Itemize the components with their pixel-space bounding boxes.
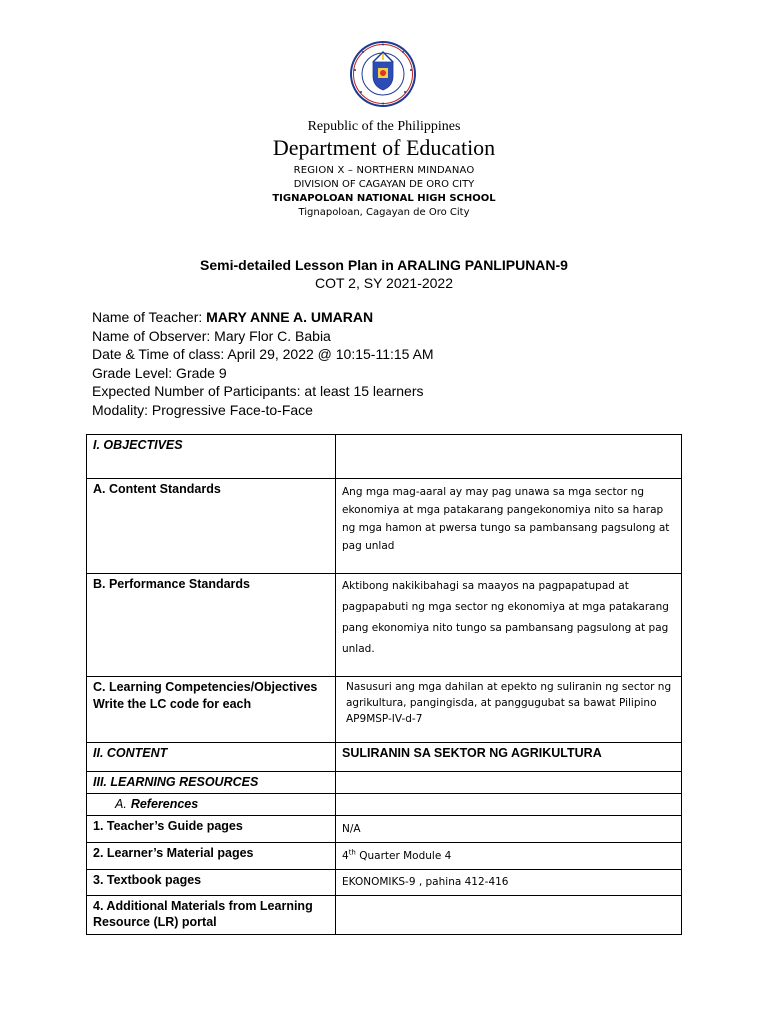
table-row bbox=[87, 743, 682, 772]
table-row bbox=[87, 794, 682, 816]
school-address: Tignapoloan, Cagayan de Oro City bbox=[298, 207, 470, 218]
objectives-value bbox=[336, 435, 682, 479]
lm-sup: th bbox=[348, 848, 356, 857]
teacher-name: MARY ANNE A. UMARAN bbox=[206, 309, 374, 325]
lesson-info bbox=[92, 308, 434, 420]
teachers-guide-label: 1. Teacher’s Guide pages bbox=[87, 816, 336, 843]
lesson-plan-table bbox=[86, 434, 682, 935]
grade-line: Grade Level: Grade 9 bbox=[92, 364, 227, 381]
table-row bbox=[87, 479, 682, 574]
content-standards-value: Ang mga mag-aaral ay may pag unawa sa mga sector ng ekonomiya at mga patakarang pangekonomiya nito sa harap ng mga hamon at pwersa tungo sa pambansang pagsulong at pag unlad bbox=[336, 479, 682, 574]
teacher-line bbox=[92, 308, 434, 327]
republic-line: Republic of the Philippines bbox=[307, 119, 461, 134]
learners-material-value bbox=[336, 843, 682, 870]
deped-seal-logo bbox=[349, 40, 417, 108]
division-line: DIVISION OF CAGAYAN DE ORO CITY bbox=[293, 179, 475, 190]
teachers-guide-value: N/A bbox=[336, 816, 682, 843]
references-letter: A. bbox=[115, 797, 127, 811]
additional-materials-label: 4. Additional Materials from Learning Resource (LR) portal bbox=[87, 896, 336, 935]
table-row bbox=[87, 870, 682, 896]
participants-line: Expected Number of Participants: at least 15 learners bbox=[92, 383, 424, 400]
references-label bbox=[87, 794, 336, 816]
table-row bbox=[87, 574, 682, 677]
school-name: TIGNAPOLOAN NATIONAL HIGH SCHOOL bbox=[272, 193, 496, 204]
references-text: References bbox=[130, 797, 199, 811]
learners-material-label: 2. Learner’s Material pages bbox=[87, 843, 336, 870]
observer-line: Name of Observer: Mary Flor C. Babia bbox=[92, 327, 331, 344]
textbook-label: 3. Textbook pages bbox=[87, 870, 336, 896]
objectives-heading: I. OBJECTIVES bbox=[87, 435, 336, 479]
competencies-value: Nasusuri ang mga dahilan at epekto ng suliranin ng sector ng agrikultura, pangingisda, at panggugubat sa bawat Pilipino AP9MSP-IV-d-7 bbox=[336, 677, 682, 743]
performance-standards-value: Aktibong nakikibahagi sa maayos na pagpapatupad at pagpapabuti ng mga sector ng ekonomiya at mga patakarang pang ekonomiya nito tungo sa pambansang pagsulong at pag unlad. bbox=[336, 574, 682, 677]
table-row bbox=[87, 772, 682, 794]
lesson-plan-title: Semi-detailed Lesson Plan in ARALING PANLIPUNAN-9 bbox=[200, 257, 568, 273]
teacher-label: Name of Teacher: bbox=[92, 309, 207, 325]
table-row bbox=[87, 896, 682, 935]
modality-line: Modality: Progressive Face-to-Face bbox=[92, 401, 313, 418]
competencies-label: C. Learning Competencies/Objectives Write the LC code for each bbox=[87, 677, 336, 743]
content-value: SULIRANIN SA SEKTOR NG AGRIKULTURA bbox=[336, 743, 682, 772]
lm-rest: Quarter Module 4 bbox=[355, 850, 452, 862]
table-row bbox=[87, 677, 682, 743]
content-label: II. CONTENT bbox=[87, 743, 336, 772]
table-row bbox=[87, 843, 682, 870]
learning-resources-value bbox=[336, 772, 682, 794]
textbook-value: EKONOMIKS-9 , pahina 412-416 bbox=[336, 870, 682, 896]
content-standards-label: A. Content Standards bbox=[87, 479, 336, 574]
department-title: Department of Education bbox=[272, 135, 496, 160]
table-row bbox=[87, 816, 682, 843]
lm-num: 4 bbox=[342, 850, 349, 862]
lesson-plan-subtitle: COT 2, SY 2021-2022 bbox=[314, 275, 454, 291]
references-value bbox=[336, 794, 682, 816]
performance-standards-label: B. Performance Standards bbox=[87, 574, 336, 677]
learning-resources-label: III. LEARNING RESOURCES bbox=[87, 772, 336, 794]
datetime-line: Date & Time of class: April 29, 2022 @ 10:15-11:15 AM bbox=[92, 346, 434, 363]
additional-materials-value bbox=[336, 896, 682, 935]
table-row bbox=[87, 435, 682, 479]
region-line: REGION X – NORTHERN MINDANAO bbox=[293, 165, 475, 176]
